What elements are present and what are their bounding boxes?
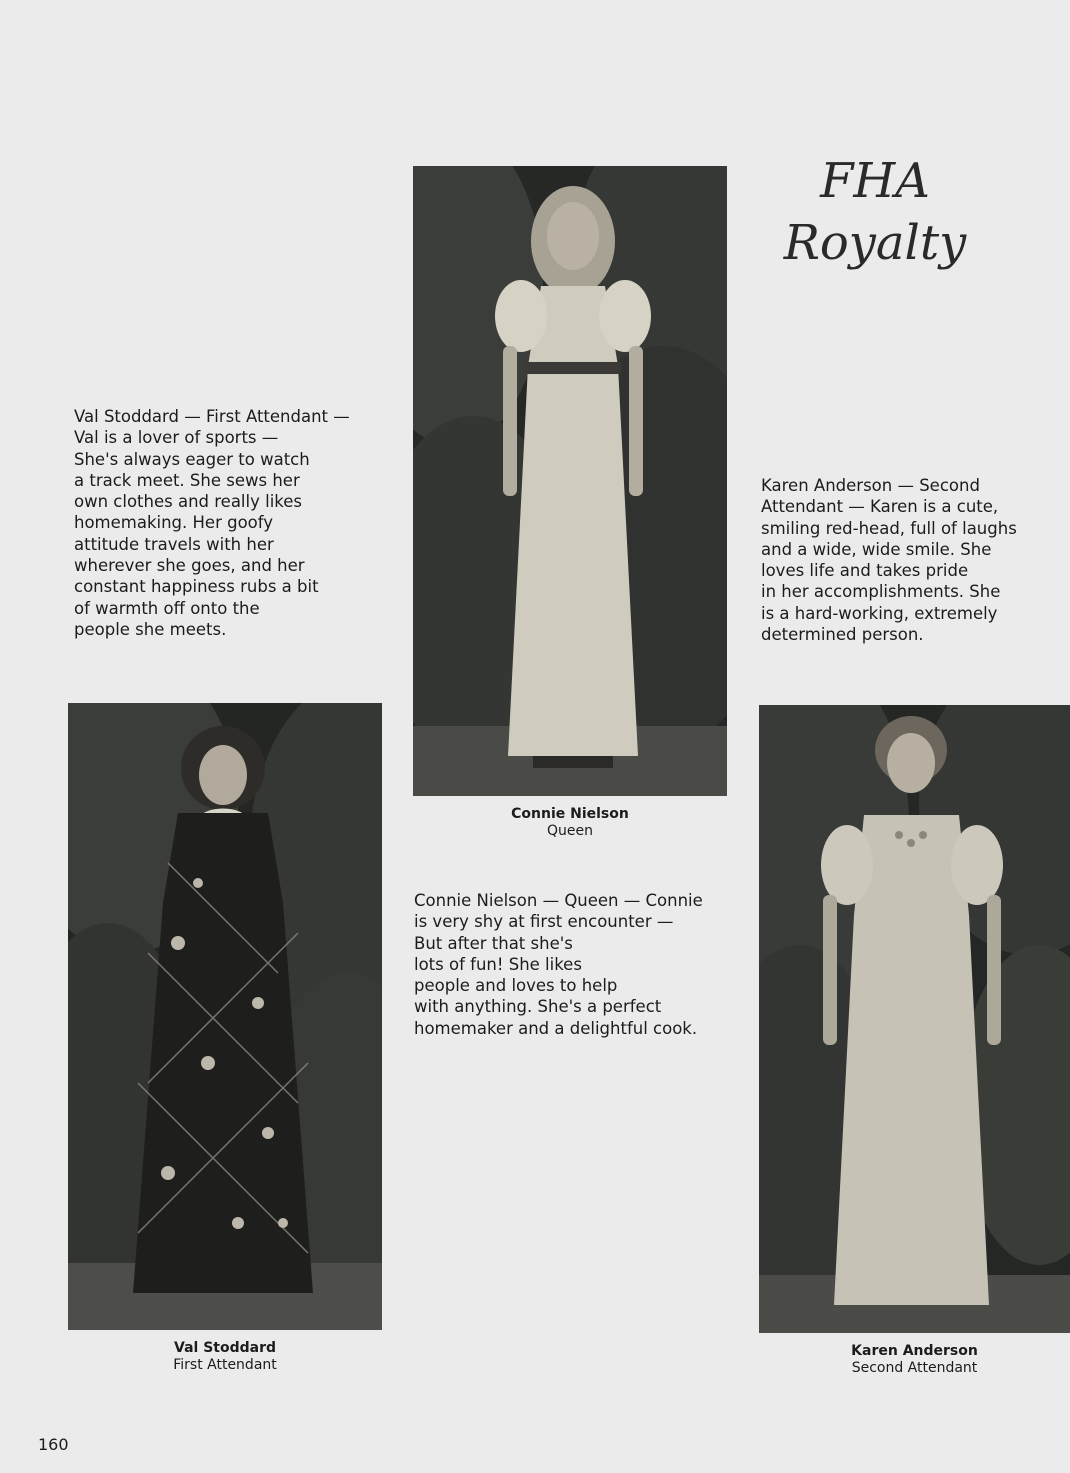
bio-line: a track meet. She sews her — [74, 470, 300, 490]
first-attendant-photo — [68, 703, 382, 1330]
first-attendant-photo-image — [68, 703, 382, 1330]
queen-photo — [413, 166, 727, 796]
second-attendant-photo — [759, 705, 1070, 1333]
bio-line: lots of fun! She likes — [414, 954, 582, 974]
bio-connie-nielson — [414, 890, 703, 1039]
bio-line: Connie Nielson — Queen — Connie — [414, 891, 703, 910]
bio-line: attitude travels with her — [74, 534, 274, 554]
second-attendant-photo-image — [759, 705, 1070, 1333]
page-number: 160 — [38, 1435, 69, 1454]
bio-line: determined person. — [761, 625, 924, 645]
bio-line: of warmth off onto the — [74, 598, 260, 618]
queen-photo-image — [413, 166, 727, 796]
bio-line: is very shy at first encounter — — [414, 912, 674, 932]
bio-line: loves life and takes pride — [761, 561, 969, 581]
bio-line: constant happiness rubs a bit — [74, 577, 319, 597]
bio-line: She's always eager to watch — [74, 449, 310, 469]
bio-line: with anything. She's a perfect — [414, 997, 662, 1017]
bio-line: But after that she's — [414, 933, 573, 953]
title-line-royalty: Royalty — [783, 215, 967, 271]
second-attendant-caption — [759, 1343, 1070, 1377]
bio-line: Karen Anderson — Second — [761, 476, 980, 495]
bio-line: people she meets. — [74, 619, 227, 639]
second-attendant-role: Second Attendant — [851, 1360, 978, 1376]
bio-line: people and loves to help — [414, 976, 618, 996]
bio-val-stoddard — [74, 406, 350, 640]
page-title — [760, 150, 990, 274]
bio-line: Val Stoddard — First Attendant — — [74, 407, 350, 426]
queen-role: Queen — [547, 823, 593, 839]
bio-line: smiling red-head, full of laughs — [761, 518, 1017, 538]
second-attendant-name: Karen Anderson — [851, 1343, 978, 1359]
bio-line: homemaking. Her goofy — [74, 513, 274, 533]
title-line-fha: FHA — [820, 153, 930, 209]
first-attendant-name: Val Stoddard — [174, 1340, 276, 1356]
bio-line: homemaker and a delightful cook. — [414, 1018, 698, 1038]
bio-line: wherever she goes, and her — [74, 556, 305, 576]
first-attendant-caption — [68, 1340, 382, 1374]
bio-karen-anderson — [761, 475, 1017, 645]
bio-line: in her accomplishments. She — [761, 582, 1001, 602]
first-attendant-role: First Attendant — [173, 1357, 277, 1373]
queen-name: Connie Nielson — [511, 806, 629, 822]
bio-line: Attendant — Karen is a cute, — [761, 497, 999, 517]
bio-line: is a hard-working, extremely — [761, 603, 998, 623]
bio-line: and a wide, wide smile. She — [761, 539, 992, 559]
bio-line: Val is a lover of sports — — [74, 428, 279, 448]
queen-caption — [413, 806, 727, 840]
bio-line: own clothes and really likes — [74, 492, 302, 512]
